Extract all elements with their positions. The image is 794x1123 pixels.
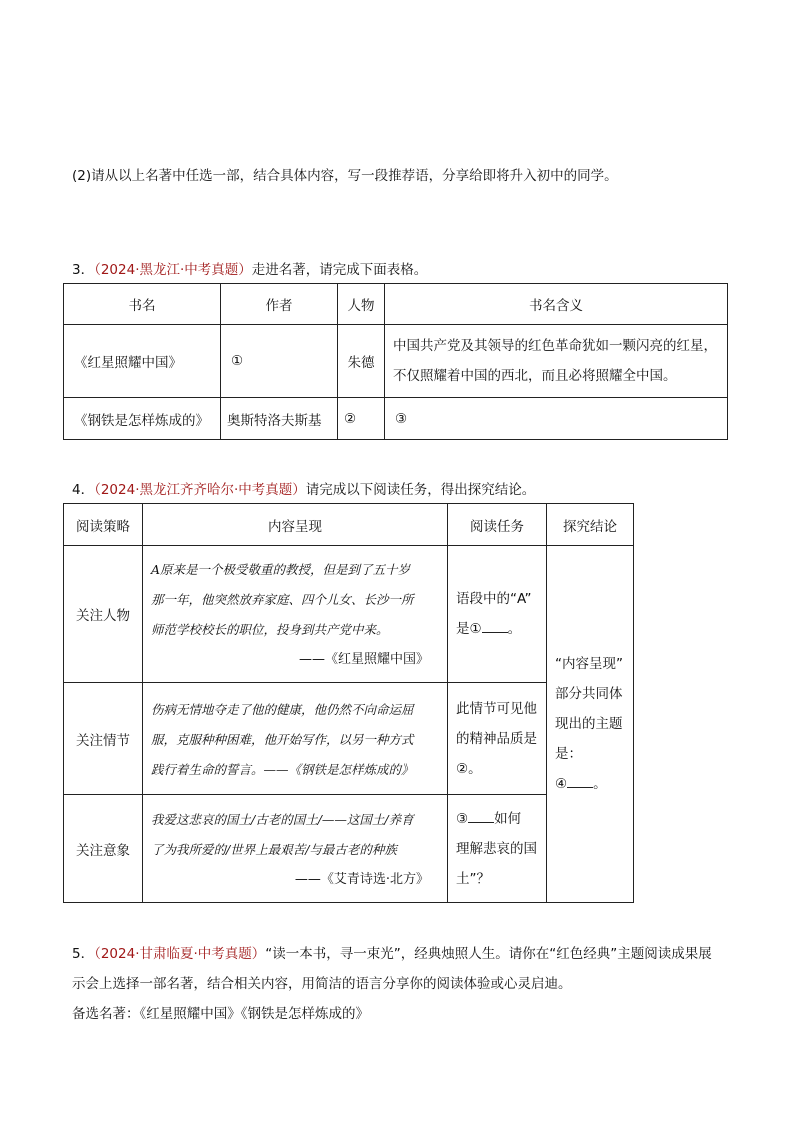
q4-strategy-2: 关注情节 — [64, 683, 143, 795]
q4-task-1-line-2 — [456, 614, 538, 644]
q4-task-3-line-3: 土”？ — [456, 870, 490, 887]
table-row — [64, 398, 728, 440]
q4-conclusion — [547, 546, 634, 903]
q3-meaning-2: ③ — [385, 398, 728, 440]
q4-conclusion-answer-label: ④ — [555, 776, 568, 792]
q3-prompt: 走进名著，请完成下面表格。 — [251, 262, 428, 278]
q4-content-2-line-3: 践行着生命的誓言。——《钢铁是怎样炼成的》 — [151, 761, 414, 777]
q4-content-2 — [143, 683, 448, 795]
q3-number: 3． — [72, 262, 95, 278]
q4-task-2-line-2: 的精神品质是 — [456, 730, 537, 747]
table-row — [64, 325, 728, 398]
q4-header-content: 内容呈现 — [143, 504, 448, 546]
q4-strategy-1: 关注人物 — [64, 546, 143, 683]
q5-line-1 — [72, 942, 712, 962]
q3-source: （2024·黑龙江·中考真题） — [94, 262, 252, 278]
q4-conclusion-line-2: 部分共同体 — [555, 686, 623, 702]
q4-task-3 — [448, 795, 547, 903]
q5-line-2: 示会上选择一部名著，结合相关内容，用简洁的语言分享你的阅读体验或心灵启迪。 — [72, 976, 572, 992]
q3-meaning-1 — [385, 325, 728, 398]
q3-book-1: 《红星照耀中国》 — [64, 325, 221, 398]
q3-header — [72, 258, 427, 278]
q4-table — [63, 503, 634, 903]
q4-attribution-1: ——《红星照耀中国》 — [298, 652, 429, 667]
q3-author-1: ① — [221, 325, 338, 398]
q5-line-3: 备选名著：《红星照耀中国》《钢铁是怎样炼成的》 — [72, 1006, 369, 1022]
q3-table — [63, 283, 728, 440]
q3-person-2: ② — [338, 398, 385, 440]
q4-content-1-line-3: 师范学校校长的职位，投身到共产党中来。 — [151, 622, 389, 637]
q4-conclusion-end: 。 — [593, 776, 607, 792]
q4-conclusion-line-3: 现出的主题 — [555, 716, 623, 732]
q2-subquestion: (2)请从以上名著中任选一部，结合具体内容，写一段推荐语，分享给即将升入初中的同学。 — [72, 168, 618, 184]
q3-header-person: 人物 — [338, 284, 385, 325]
q3-meaning-1-line-1: 中国共产党及其领导的红色革命犹如一颗闪亮的红星， — [393, 338, 717, 354]
q5-text-1: “读一本书，寻一束光”，经典烛照人生。请你在“红色经典”主题阅读成果展 — [265, 946, 712, 962]
q4-strategy-3: 关注意象 — [64, 795, 143, 903]
q3-header-book: 书名 — [64, 284, 221, 325]
q4-content-1 — [143, 546, 448, 683]
q4-header-row — [64, 504, 634, 546]
q4-conclusion-line-4: 是： — [555, 746, 582, 762]
table-row — [64, 546, 634, 683]
q4-source: （2024·黑龙江齐齐哈尔·中考真题） — [94, 482, 306, 498]
q4-content-1-line-1: A原来是一个极受敬重的教授，但是到了五十岁 — [151, 562, 411, 577]
q4-content-3-line-1: 我爱这悲哀的国土/古老的国土/——这国土/养育 — [151, 811, 414, 827]
answer-blank-1[interactable] — [482, 620, 508, 633]
q4-task-3-line-1 — [456, 804, 538, 834]
q3-author-2: 奥斯特洛夫斯基 — [221, 398, 338, 440]
q4-task-1-answer-label: 是① — [456, 621, 482, 637]
q4-task-1 — [448, 546, 547, 683]
q4-task-3-answer-label: ③ — [456, 810, 469, 827]
q4-prompt: 请完成以下阅读任务，得出探究结论。 — [305, 482, 536, 498]
answer-blank-3[interactable] — [468, 810, 494, 823]
answer-blank-4[interactable] — [567, 775, 593, 788]
q4-task-2 — [448, 683, 547, 795]
q4-task-1-line-1: 语段中的“A” — [456, 591, 532, 607]
q4-header-strategy: 阅读策略 — [64, 504, 143, 546]
q4-content-3 — [143, 795, 448, 903]
q3-book-2: 《钢铁是怎样炼成的》 — [64, 398, 221, 440]
q5-source: （2024·甘肃临夏·中考真题） — [94, 946, 266, 962]
q3-header-meaning: 书名含义 — [385, 284, 728, 325]
q4-content-2-line-1: 伤病无情地夺走了他的健康，他仍然不向命运屈 — [151, 701, 414, 717]
q4-task-3-line-1-text: 如何 — [494, 810, 522, 827]
q4-content-1-line-2: 那一年，他突然放弃家庭、四个儿女、长沙一所 — [151, 592, 414, 607]
q4-task-1-end: 。 — [507, 621, 522, 637]
q4-header-conclusion: 探究结论 — [547, 504, 634, 546]
q4-conclusion-line-5 — [555, 769, 625, 799]
q4-task-2-line-3: ②。 — [456, 760, 482, 777]
q3-person-1: 朱德 — [338, 325, 385, 398]
q4-header-task: 阅读任务 — [448, 504, 547, 546]
q4-attribution-3: ——《艾青诗选·北方》 — [294, 871, 429, 887]
q4-content-3-line-2: 了为我所爱的/世界上最艰苦/与最古老的种族 — [151, 841, 397, 857]
q3-header-row — [64, 284, 728, 325]
q4-number: 4． — [72, 482, 95, 498]
q4-task-3-line-2: 理解悲哀的国 — [456, 840, 537, 857]
q3-header-author: 作者 — [221, 284, 338, 325]
q4-conclusion-line-1: “内容呈现” — [555, 656, 623, 672]
q4-content-2-line-2: 服，克服种种困难，他开始写作，以另一种方式 — [151, 731, 414, 747]
q4-header — [72, 478, 535, 498]
q5-number: 5． — [72, 946, 95, 962]
q3-meaning-1-line-2: 不仅照耀着中国的西北，而且必将照耀全中国。 — [393, 368, 677, 384]
q4-task-2-line-1: 此情节可见他 — [456, 700, 537, 717]
